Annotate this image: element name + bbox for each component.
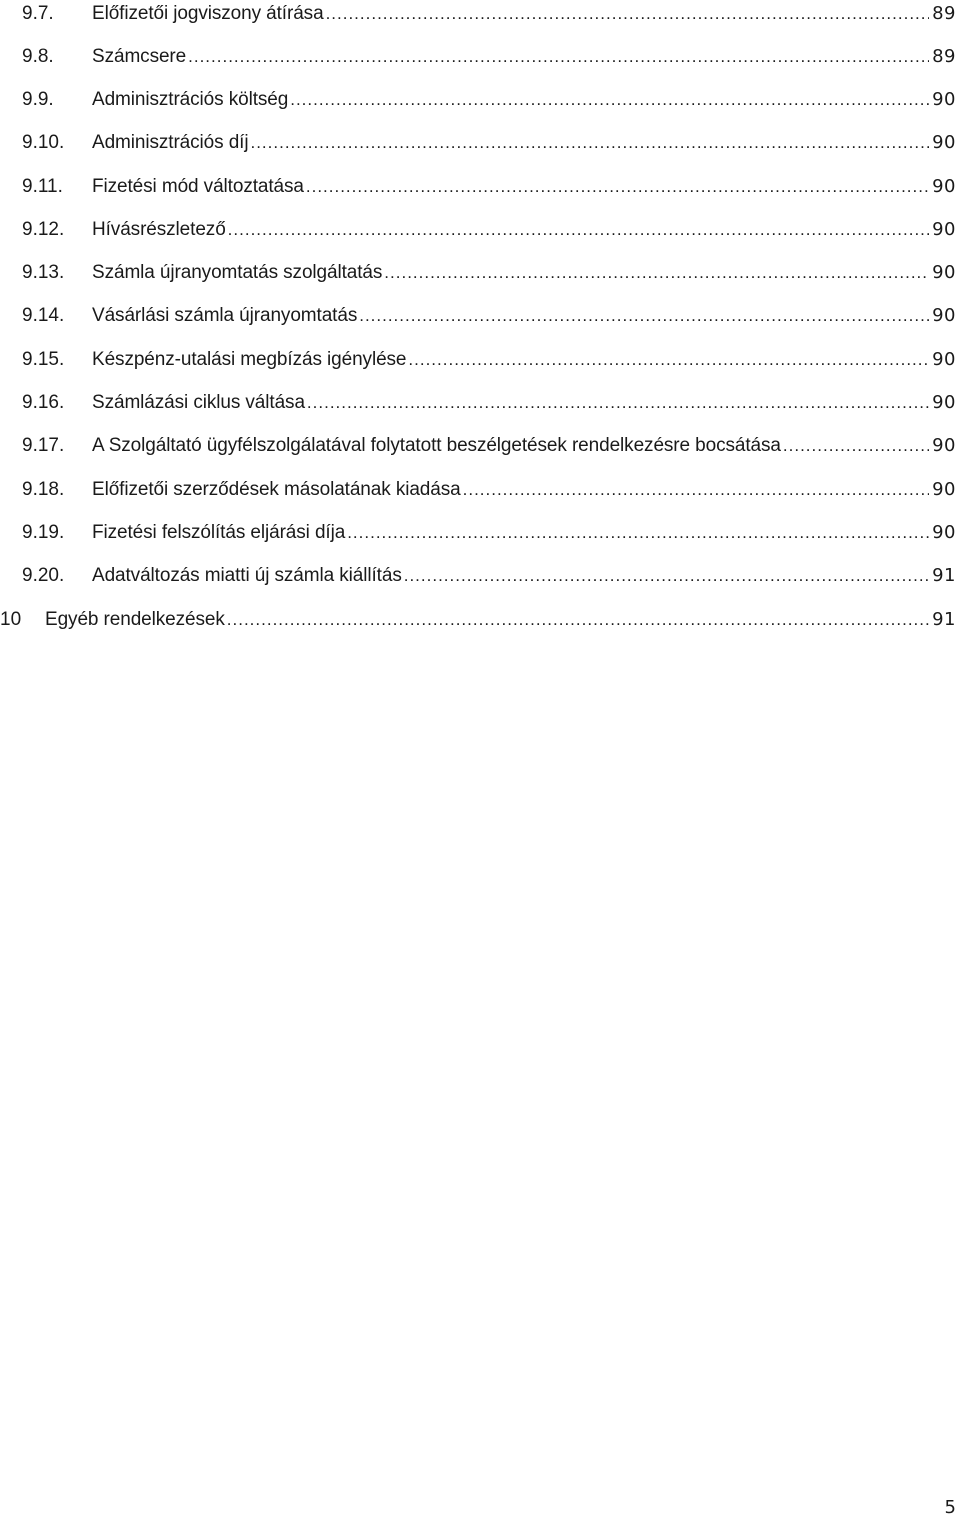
toc-entry[interactable] [0,389,960,417]
dot-leader [228,216,929,244]
toc-entry-page[interactable]: 90 [932,132,956,153]
dot-leader [326,0,930,28]
toc-entry[interactable] [0,346,960,374]
toc-entry-title[interactable]: Előfizetői szerződések másolatának kiadása [92,479,461,500]
dot-leader [227,606,929,634]
toc-entry[interactable] [0,302,960,330]
toc-entry-page[interactable]: 90 [932,219,956,240]
toc-entry-page[interactable]: 90 [932,522,956,543]
toc-entry-number: 9.17. [22,435,65,456]
toc-entry-number: 9.14. [22,305,65,326]
toc-entry-number: 9.18. [22,479,65,500]
dot-leader [404,562,929,590]
toc-entry-title[interactable]: Egyéb rendelkezések [45,609,225,630]
toc-entry-number: 9.15. [22,349,65,370]
toc-entry-title[interactable]: Hívásrészletező [92,219,226,240]
toc-entry[interactable] [0,129,960,157]
dot-leader [306,173,929,201]
toc-entry-chapter[interactable] [0,606,960,634]
dot-leader [384,259,929,287]
dot-leader [250,129,929,157]
toc-entry[interactable] [0,519,960,547]
toc-entry[interactable] [0,216,960,244]
toc-entry-title[interactable]: Előfizetői jogviszony átírása [92,3,324,24]
dot-leader [347,519,929,547]
toc-entry-title[interactable]: Adminisztrációs költség [92,89,289,110]
toc-entry-page[interactable]: 90 [932,305,956,326]
page-number: 5 [944,1497,956,1518]
dot-leader [783,432,929,460]
toc-entry[interactable] [0,0,960,28]
toc-entry[interactable] [0,562,960,590]
toc-entry-number: 9.20. [22,565,65,586]
toc-entry-title[interactable]: A Szolgáltató ügyfélszolgálatával folytatott beszélgetések rendelkezésre bocsátása [92,435,781,456]
toc-entry-page[interactable]: 90 [932,479,956,500]
toc-entry[interactable] [0,259,960,287]
toc-entry[interactable] [0,476,960,504]
toc-entry-number: 9.10. [22,132,65,153]
toc-entry-title[interactable]: Fizetési mód változtatása [92,176,304,197]
toc-entry-title[interactable]: Számcsere [92,46,187,67]
toc-entry-page[interactable]: 91 [932,609,956,630]
toc-entry-page[interactable]: 90 [932,392,956,413]
toc-entry-title[interactable]: Adminisztrációs díj [92,132,249,153]
toc-entry[interactable] [0,173,960,201]
toc-entry-number: 10 [0,609,22,630]
toc-entry-number: 9.8. [22,46,54,67]
toc-entry-title[interactable]: Számla újranyomtatás szolgáltatás [92,262,383,283]
toc-entry-number: 9.19. [22,522,65,543]
dot-leader [307,389,929,417]
toc-entry-number: 9.9. [22,89,54,110]
toc-entry-number: 9.12. [22,219,65,240]
toc-entry-title[interactable]: Adatváltozás miatti új számla kiállítás [92,565,402,586]
toc-entry-page[interactable]: 91 [932,565,956,586]
dot-leader [408,346,929,374]
toc-entry-page[interactable]: 90 [932,262,956,283]
dot-leader [463,476,929,504]
toc-entry-page[interactable]: 90 [932,435,956,456]
dot-leader [359,302,929,330]
toc-entry-title[interactable]: Készpénz-utalási megbízás igénylése [92,349,407,370]
toc-entry-page[interactable]: 90 [932,176,956,197]
toc-entry-number: 9.7. [22,3,54,24]
toc-entry-page[interactable]: 89 [932,46,956,67]
toc-entry-page[interactable]: 90 [932,349,956,370]
toc-entry-title[interactable]: Fizetési felszólítás eljárási díja [92,522,346,543]
toc-entry-number: 9.16. [22,392,65,413]
toc-entry[interactable] [0,432,960,460]
toc-entry-title[interactable]: Vásárlási számla újranyomtatás [92,305,358,326]
toc-entry-number: 9.11. [22,176,63,197]
toc-entry-title[interactable]: Számlázási ciklus váltása [92,392,305,413]
toc-entry-page[interactable]: 89 [932,3,956,24]
dot-leader [188,43,929,71]
dot-leader [290,86,929,114]
toc-entry-page[interactable]: 90 [932,89,956,110]
toc-entry-number: 9.13. [22,262,65,283]
toc-entry[interactable] [0,86,960,114]
toc-entry[interactable] [0,43,960,71]
